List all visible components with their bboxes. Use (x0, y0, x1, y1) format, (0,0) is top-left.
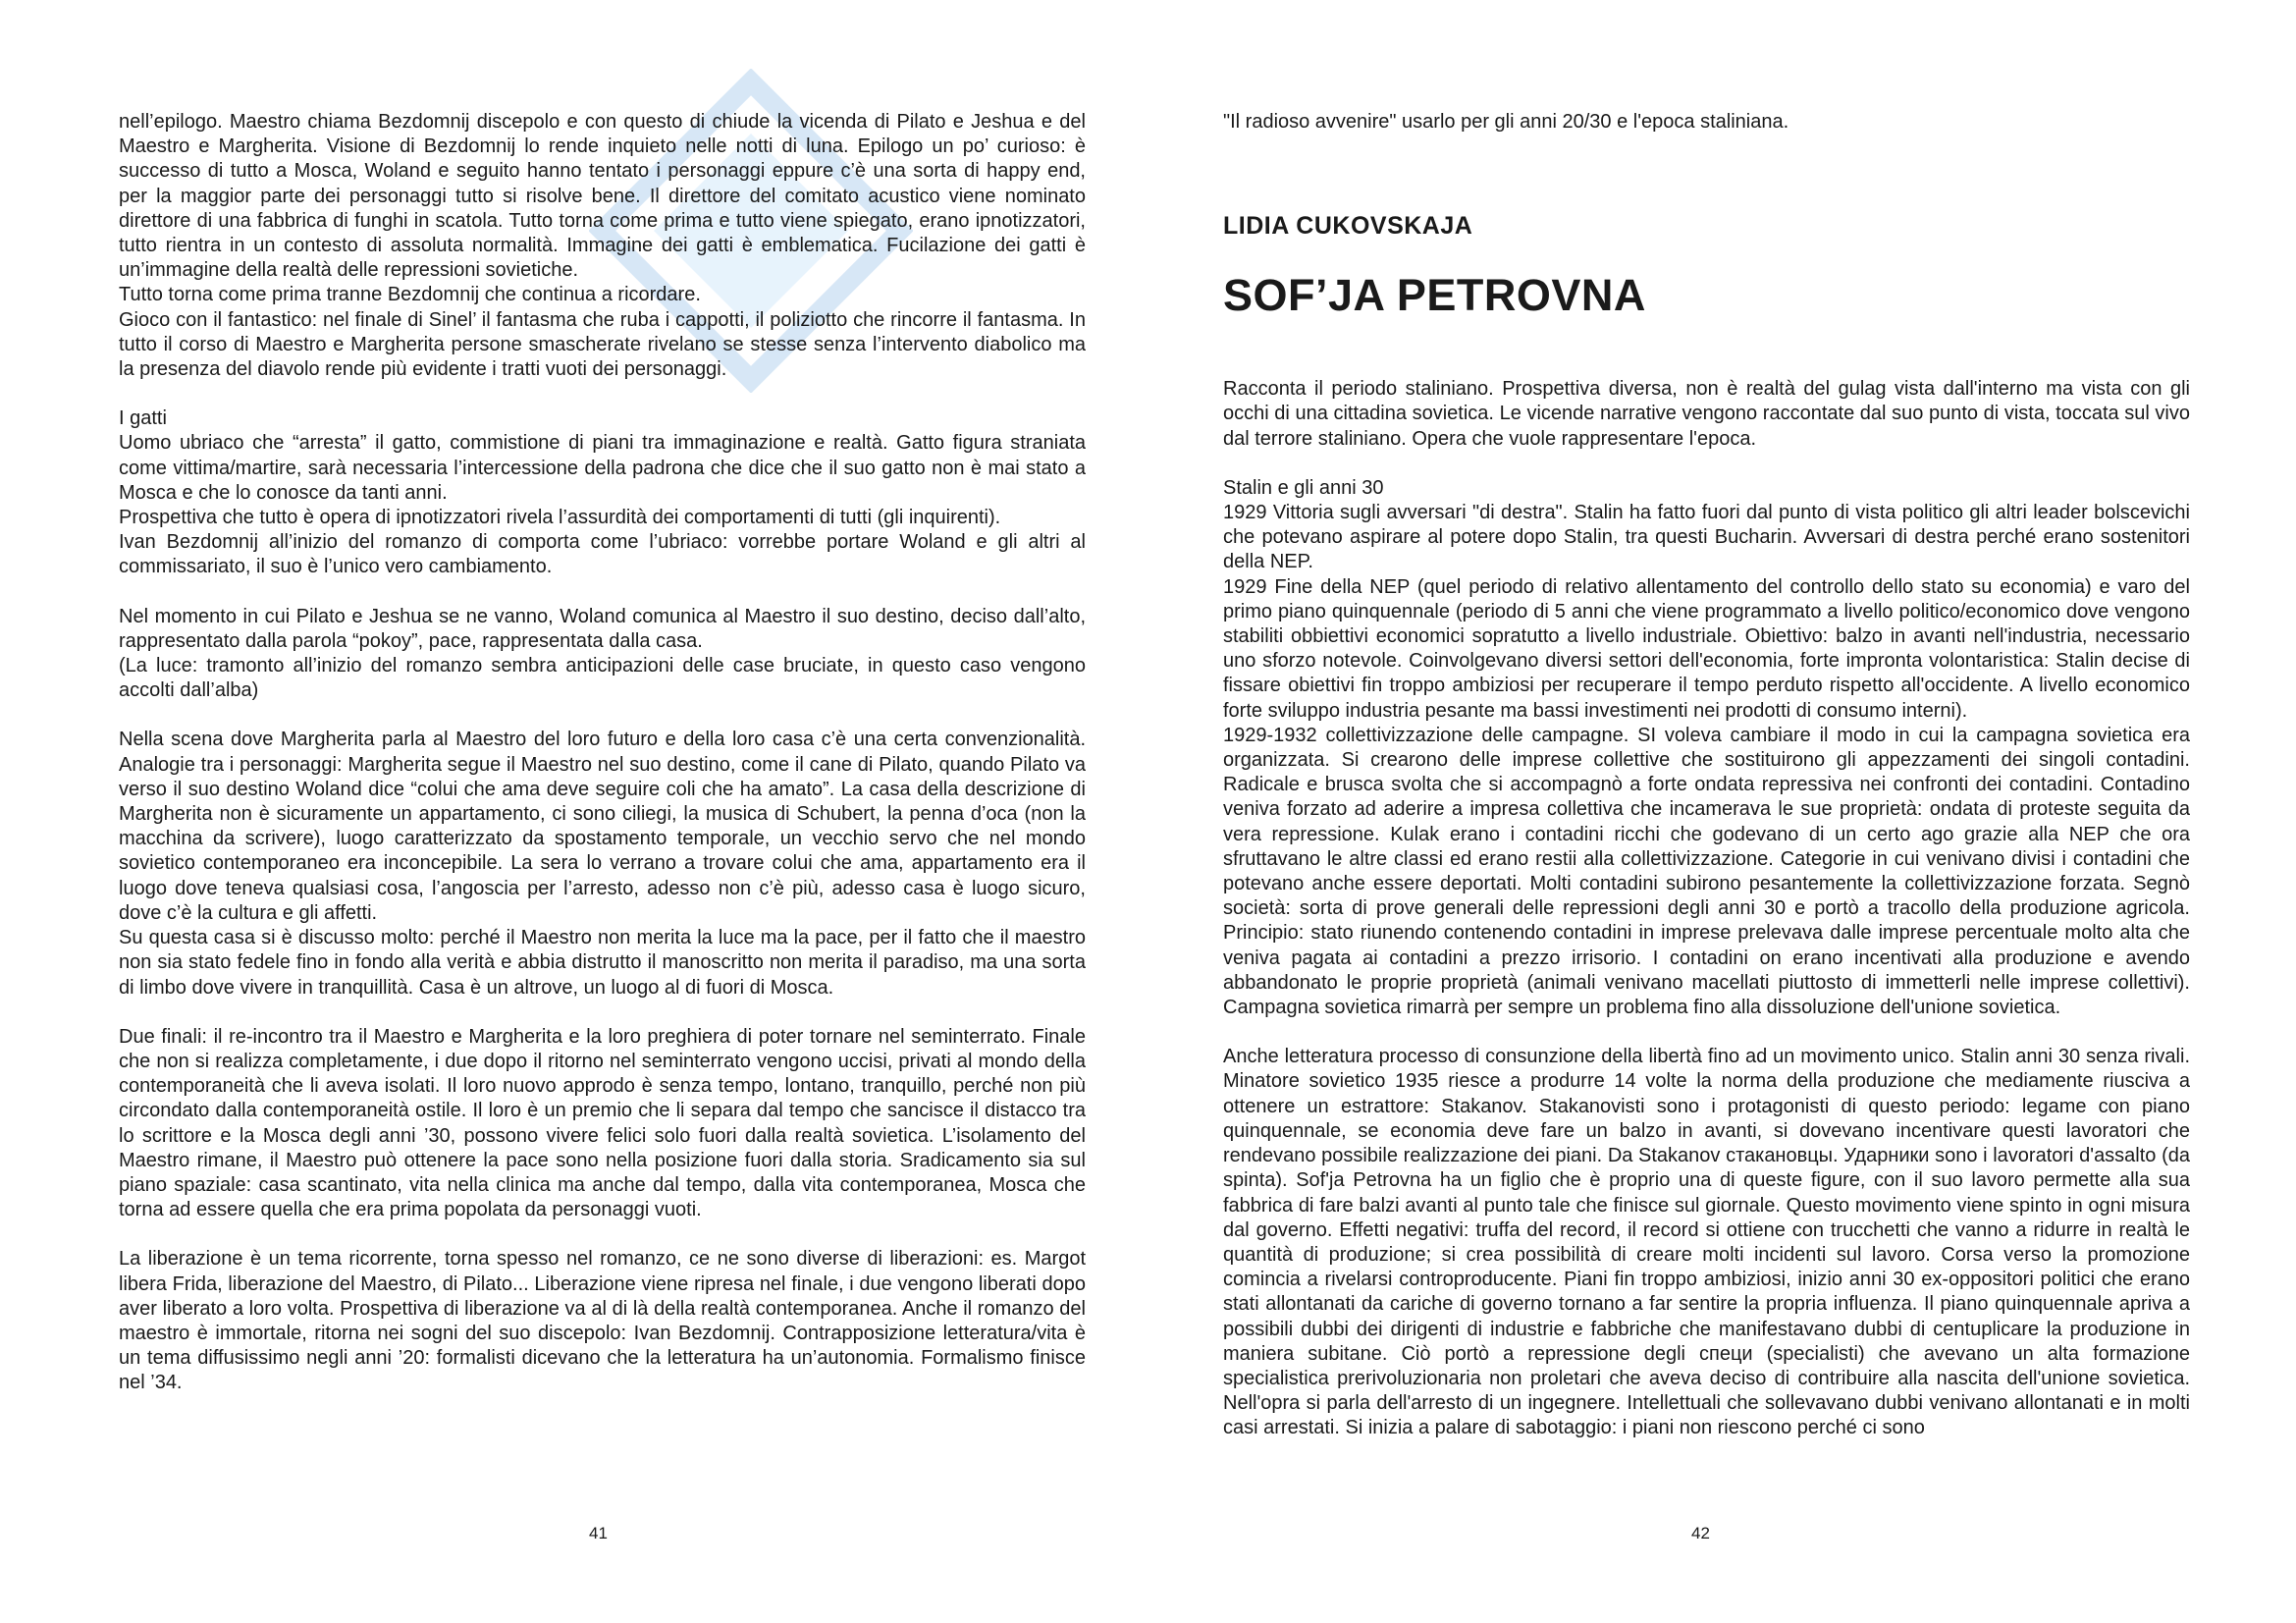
paragraph: Su questa casa si è discusso molto: perché il Maestro non merita la luce ma la pace, per il fatto che il maestro non sia stato fedele fino in fondo alla verità e abbia distrutto il manoscritto non merita il paradiso, ma una sorta di limbo dove vivere in tranquillità. Casa è un altrove, un luogo al di fuori di Mosca. (119, 927, 1086, 999)
page-number-left: 41 (589, 1524, 608, 1542)
author-heading: LIDIA CUKOVSKAJA (1223, 212, 1473, 241)
paragraph: nell’epilogo. Maestro chiama Bezdomnij discepolo e con questo di chiude la vicenda di Pilato e Jeshua e del Maestro e Margherita. Visione di Bezdomnij lo rende inquieto nelle notti di luna. Epilogo un po’ curioso: è successo di tutto a Mosca, Woland e seguito hanno tentato i personaggi eppure c’è una sorta di happy end, per la maggior parte dei personaggi tutto si risolve bene. Il direttore del comitato acustico viene nominato direttore di una fabbrica di funghi in scatola. Tutto torna come prima e tutto viene spiegato, erano ipnotizzatori, tutto rientra in un contesto di assoluta normalità. Immagine dei gatti è emblematica. Fucilazione dei gatti è un’immagine della realtà delle repressioni sovietiche. (119, 111, 1086, 282)
paragraph: Anche letteratura processo di consunzione della libertà fino ad un movimento unico. Stalin anni 30 senza rivali. Minatore sovietico 1935 riesce a produrre 14 volte la norma della produzione che mediamente riusciva a ottenere un estrattore: Stakanov. Stakanovisti sono i protagonisti di questo periodo: legame con piano quinquennale, se economia deve fare un balzo in avanti, si dovevano incentivare questi lavoratori che rendevano possibile realizzazione dei piani. Da Stakanov стакановцы. Ударники sono i lavoratori d'assalto (da spinta). Sof'ja Petrovna ha un figlio che è proprio una di queste figure, con il suo lavoro permette alla sua fabbrica di fare balzi avanti al punto tale che finisce sul giornale. Questo movimento viene spinto in ogni misura dal governo. Effetti negativi: truffa del record, il record si ottiene con trucchetti che vanno a ridurre in realtà le quantità di produzione; si crea possibilità di creare molti incidenti sul lavoro. Corsa verso la promozione comincia a rivelarsi controproducente. Piani fin troppo ambiziosi, inizio anni 30 ex-oppositori politici che erano stati allontanati da cariche di governo tornano a far sentire la propria influenza. Il piano quinquennale apriva a possibili dubbi dei dirigenti di industrie e fabbriche che manifestavano dubbi di centuplicare la produzione in maniera subitane. Ciò portò a repressione degli специ (specialisti) che avevano un alta formazione specialistica prerivoluzionaria non proletari che aveva deciso di contribuire alla nascita dell'unione sovietica. Nell'opra si parla dell'arresto di un ingegnere. Intellettuali che sollevavano dubbi venivano allontanati e in molti casi arrestati. Si inizia a palare di sabotaggio: i piani non riescono perché ci sono (1223, 1046, 2190, 1439)
book-title: SOF’JA PETROVNA (1223, 270, 1646, 321)
paragraph: Nel momento in cui Pilato e Jeshua se ne vanno, Woland comunica al Maestro il suo destino, deciso dall’alto, rappresentato dalla parola “pokoy”, pace, rappresentata dalla casa. (119, 605, 1086, 652)
paragraph: Gioco con il fantastico: nel finale di Sinel’ il fantasma che ruba i cappotti, il poliziotto che rincorre il fantasma. In tutto il corso di Maestro e Margherita persone smascherate rivelano se stesse senza l’intervento diabolico ma la presenza del diavolo rende più evidente i tratti vuoti dei personaggi. (119, 308, 1086, 381)
paragraph-gap (119, 382, 1086, 406)
page-number-right: 42 (1691, 1524, 1710, 1542)
paragraph: 1929-1932 collettivizzazione delle campagne. SI voleva cambiare il modo in cui la campagna sovietica era organizzata. Si crearono delle imprese collettive che sostituirono gli appezzamenti dei singoli contadini. Radicale e brusca svolta che si accompagnò a forte ondata repressiva nei confronti dei contadini. Contadino veniva forzato ad aderire a impresa collettiva che incamerava le sue proprietà: ondata di proteste seguita da vera repressione. Kulak erano i contadini ricchi che godevano di un certo ago grazie alla NEP che ora sfruttavano le altre classi ed erano restii alla collettivizzazione. Categorie in cui venivano divisi i contadini che potevano anche essere deportati. Molti contadini subirono pesantemente la collettivizzazione forzata. Segnò società: sorta di prove generali delle repressioni degli anni 30 e portò a tracollo della produzione agricola. Principio: stato riunendo contenendo contadini in imprese prelevava dalle imprese percentuale molto alta che veniva pagata ai contadini a prezzo irrisorio. I contadini on erano incentivati alla produzione e avendo abbandonato le proprie proprietà (animali venivano macellati piuttosto di immetterli nelle imprese collettivi). Campagna sovietica rimarrà per sempre un problema fino alla dissoluzione dell'unione sovietica. (1223, 724, 2190, 1019)
left-text-column (119, 110, 1086, 1396)
paragraph-gap (119, 1001, 1086, 1025)
paragraph: Racconta il periodo staliniano. Prospettiva diversa, non è realtà del gulag vista dall'interno ma vista con gli occhi di una cittadina sovietica. Le vicende narrative vengono raccontate dal suo punto di vista, toccata sul vivo dal terrore staliniano. Opera che vuole rappresentare l'epoca. (1223, 378, 2190, 450)
right-page (1148, 0, 2296, 1623)
paragraph: Due finali: il re-incontro tra il Maestro e Margherita e la loro preghiera di poter tornare nel seminterrato. Finale che non si realizza completamente, i due dopo il ritorno nel seminterrato vengono uccisi, privati al mondo della contemporaneità che li aveva isolati. Il loro nuovo approdo è senza tempo, lontano, tranquillo, perché non più circondato dalla contemporaneità ostile. Il loro è un premio che li separa dal tempo che sancisce il distacco tra lo scrittore e la Mosca degli anni ’30, possono vivere felici solo fuori dalla realtà sovietica. L’isolamento del Maestro rimane, il Maestro può ottenere la pace sono nella posizione fuori dalla storia. Sradicamento sia sul piano spaziale: casa scantinato, vita nella clinica ma anche dal tempo, dalla vita contemporanea, Mosca che torna ad essere quella che era prima popolata da personaggi vuoti. (119, 1025, 1086, 1221)
paragraph-gap (119, 580, 1086, 605)
paragraph: (La luce: tramonto all’inizio del romanzo sembra anticipazioni delle case bruciate, in questo caso vengono accolti dall’alba) (119, 655, 1086, 702)
paragraph: Tutto torna come prima tranne Bezdomnij che continua a ricordare. (119, 284, 701, 306)
paragraph-gap (119, 703, 1086, 728)
paragraph: Ivan Bezdomnij all’inizio del romanzo di comporta come l’ubriaco: vorrebbe portare Woland e gli altri al commissariato, il suo è l’unico vero cambiamento. (119, 531, 1086, 578)
paragraph: Uomo ubriaco che “arresta” il gatto, commistione di piani tra immaginazione e realtà. Gatto figura straniata come vittima/martire, sarà necessaria l’intercessione della padrona che dice che il suo gatto non è mai stato a Mosca e che lo conosce da tanti anni. (119, 432, 1086, 504)
paragraph-gap (1223, 452, 2190, 476)
paragraph: 1929 Fine della NEP (quel periodo di relativo allentamento del controllo dello stato su economia) e varo del primo piano quinquennale (periodo di 5 anni che viene programmato a livello politico/economico dove vengono stabiliti obbiettivi economici sopratutto a livello industriale. Obiettivo: balzo in avanti nell'industria, necessario uno sforzo notevole. Coinvolgevano diversi settori dell'economia, forte impronta volontaristica: Stalin decise di fissare obiettivi fin troppo ambiziosi per recuperare il tempo perduto rispetto all'occidente. A livello economico forte sviluppo industria pesante ma bassi investimenti nei prodotti di consumo interni). (1223, 575, 2190, 722)
paragraph-gap (1223, 1020, 2190, 1045)
paragraph: Stalin e gli anni 30 (1223, 476, 1384, 499)
right-body (1223, 377, 2190, 1440)
paragraph: Nella scena dove Margherita parla al Maestro del loro futuro e della loro casa c’è una certa convenzionalità. Analogie tra i personaggi: Margherita segue il Maestro nel suo destino, come il cane di Pilato, quando Pilato va verso il suo destino Woland dice “colui che ama deve seguire coli che ha amato”. La casa della descrizione di Margherita non è sicuramente un appartamento, ci sono ciliegi, la musica di Schubert, la penna d’oca (non la macchina da scrivere), luogo caratterizzato da spostamento temporale, un vecchio servo che nel mondo sovietico contemporaneo era inconcepibile. La sera lo verrano a trovare colui che ama, appartamento era il luogo dove teneva qualsiasi cosa, l’angoscia per l’arresto, adesso non c’è più, adesso casa è luogo sicuro, dove c’è la cultura e gli affetti. (119, 729, 1086, 924)
intro-line: "Il radioso avvenire" usarlo per gli anni 20/30 e l'epoca staliniana. (1223, 111, 1789, 133)
paragraph: I gatti (119, 407, 167, 430)
right-text-column (1223, 110, 2190, 1441)
paragraph: 1929 Vittoria sugli avversari "di destra". Stalin ha fatto fuori dal punto di vista politico gli altri leader bolscevichi che potevano aspirare al potere dopo Stalin, tra questi Bucharin. Avversari di destra perché erano sostenitori della NEP. (1223, 502, 2190, 573)
paragraph: Prospettiva che tutto è opera di ipnotizzatori rivela l’assurdità dei comportamenti di tutti (gli inquirenti). (119, 507, 1001, 529)
paragraph-gap (119, 1222, 1086, 1247)
paragraph: La liberazione è un tema ricorrente, torna spesso nel romanzo, ce ne sono diverse di liberazioni: es. Margot libera Frida, liberazione del Maestro, di Pilato... Liberazione viene ripresa nel finale, i due vengono liberati dopo aver liberato a loro volta. Prospettiva di liberazione va al di là della realtà contemporanea. Anche il romanzo del maestro è immortale, ritorna nei sogni del suo discepolo: Ivan Bezdomnij. Contrapposizione letteratura/vita è un tema diffusissimo negli anni ’20: formalisti dicevano che la letteratura ha un’autonomia. Formalismo finisce nel ’34. (119, 1248, 1086, 1394)
